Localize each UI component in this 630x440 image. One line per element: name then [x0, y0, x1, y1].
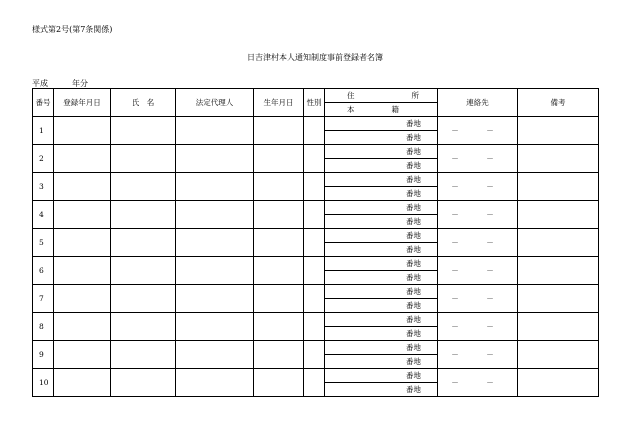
reg-date-cell — [54, 341, 111, 369]
address-cell: 番地 — [325, 369, 438, 383]
gender-cell — [304, 229, 325, 257]
legal-rep-cell — [176, 201, 254, 229]
gender-cell — [304, 369, 325, 397]
domicile-cell: 番地 — [325, 299, 438, 313]
address-cell: 番地 — [325, 117, 438, 131]
reg-date-cell — [54, 201, 111, 229]
gender-cell — [304, 285, 325, 313]
address-cell: 番地 — [325, 313, 438, 327]
header-address-b: 所 — [411, 91, 419, 100]
row-number: 6 — [33, 257, 54, 285]
contact-cell: － － — [438, 145, 518, 173]
table-row — [33, 341, 599, 355]
row-number: 2 — [33, 145, 54, 173]
birth-date-cell — [254, 145, 304, 173]
birth-date-cell — [254, 229, 304, 257]
contact-cell: － － — [438, 313, 518, 341]
document-title: 日吉津村本人通知制度事前登録者名簿 — [247, 53, 383, 62]
header-domicile-a: 本 — [347, 105, 355, 114]
row-number: 10 — [33, 369, 54, 397]
table-row — [33, 257, 599, 271]
address-cell: 番地 — [325, 145, 438, 159]
name-cell — [111, 257, 176, 285]
period-year-month: 年分 — [72, 79, 88, 88]
domicile-cell: 番地 — [325, 355, 438, 369]
birth-date-cell — [254, 173, 304, 201]
header-name: 氏 名 — [111, 89, 176, 117]
legal-rep-cell — [176, 117, 254, 145]
header-domicile — [325, 103, 438, 117]
domicile-cell: 番地 — [325, 187, 438, 201]
birth-date-cell — [254, 369, 304, 397]
header-address — [325, 89, 438, 103]
gender-cell — [304, 313, 325, 341]
header-number: 番号 — [33, 89, 54, 117]
legal-rep-cell — [176, 313, 254, 341]
row-number: 1 — [33, 117, 54, 145]
contact-cell: － － — [438, 229, 518, 257]
notes-cell — [518, 229, 599, 257]
period-era: 平成 — [32, 79, 48, 88]
reg-date-cell — [54, 173, 111, 201]
row-number: 8 — [33, 313, 54, 341]
table-row — [33, 369, 599, 383]
header-legal-rep: 法定代理人 — [176, 89, 254, 117]
table-row — [33, 145, 599, 159]
name-cell — [111, 341, 176, 369]
gender-cell — [304, 145, 325, 173]
header-gender: 性別 — [304, 89, 325, 117]
contact-cell: － － — [438, 257, 518, 285]
legal-rep-cell — [176, 341, 254, 369]
legal-rep-cell — [176, 145, 254, 173]
table-row — [33, 229, 599, 243]
header-contact: 連絡先 — [438, 89, 518, 117]
name-cell — [111, 229, 176, 257]
name-cell — [111, 313, 176, 341]
name-cell — [111, 201, 176, 229]
address-cell: 番地 — [325, 341, 438, 355]
notes-cell — [518, 285, 599, 313]
domicile-cell: 番地 — [325, 159, 438, 173]
notes-cell — [518, 117, 599, 145]
header-domicile-b: 籍 — [391, 105, 399, 114]
domicile-cell: 番地 — [325, 131, 438, 145]
birth-date-cell — [254, 257, 304, 285]
reg-date-cell — [54, 313, 111, 341]
address-cell: 番地 — [325, 173, 438, 187]
reg-date-cell — [54, 229, 111, 257]
table-row — [33, 173, 599, 187]
header-reg-date: 登録年月日 — [54, 89, 111, 117]
table-row — [33, 285, 599, 299]
gender-cell — [304, 117, 325, 145]
gender-cell — [304, 173, 325, 201]
domicile-cell: 番地 — [325, 271, 438, 285]
row-number: 3 — [33, 173, 54, 201]
legal-rep-cell — [176, 369, 254, 397]
name-cell — [111, 117, 176, 145]
gender-cell — [304, 341, 325, 369]
table-row — [33, 313, 599, 327]
contact-cell: － － — [438, 369, 518, 397]
domicile-cell: 番地 — [325, 243, 438, 257]
legal-rep-cell — [176, 285, 254, 313]
birth-date-cell — [254, 313, 304, 341]
reg-date-cell — [54, 257, 111, 285]
legal-rep-cell — [176, 257, 254, 285]
notes-cell — [518, 313, 599, 341]
address-cell: 番地 — [325, 285, 438, 299]
domicile-cell: 番地 — [325, 327, 438, 341]
address-cell: 番地 — [325, 201, 438, 215]
contact-cell: － － — [438, 341, 518, 369]
header-birth-date: 生年月日 — [254, 89, 304, 117]
birth-date-cell — [254, 285, 304, 313]
notes-cell — [518, 341, 599, 369]
address-cell: 番地 — [325, 257, 438, 271]
name-cell — [111, 285, 176, 313]
form-number: 様式第2号(第7条関係) — [32, 25, 113, 34]
reg-date-cell — [54, 285, 111, 313]
domicile-cell: 番地 — [325, 215, 438, 229]
reg-date-cell — [54, 145, 111, 173]
registry-table — [32, 88, 599, 397]
reg-date-cell — [54, 369, 111, 397]
header-address-a: 住 — [347, 91, 355, 100]
contact-cell: － － — [438, 173, 518, 201]
contact-cell: － － — [438, 285, 518, 313]
domicile-cell: 番地 — [325, 383, 438, 397]
address-cell: 番地 — [325, 229, 438, 243]
legal-rep-cell — [176, 173, 254, 201]
notes-cell — [518, 257, 599, 285]
gender-cell — [304, 201, 325, 229]
name-cell — [111, 173, 176, 201]
row-number: 5 — [33, 229, 54, 257]
name-cell — [111, 369, 176, 397]
legal-rep-cell — [176, 229, 254, 257]
header-notes: 備考 — [518, 89, 599, 117]
reg-date-cell — [54, 117, 111, 145]
row-number: 4 — [33, 201, 54, 229]
birth-date-cell — [254, 341, 304, 369]
table-row — [33, 117, 599, 131]
birth-date-cell — [254, 117, 304, 145]
notes-cell — [518, 173, 599, 201]
birth-date-cell — [254, 201, 304, 229]
notes-cell — [518, 145, 599, 173]
contact-cell: － － — [438, 117, 518, 145]
row-number: 9 — [33, 341, 54, 369]
contact-cell: － － — [438, 201, 518, 229]
notes-cell — [518, 201, 599, 229]
name-cell — [111, 145, 176, 173]
table-row — [33, 201, 599, 215]
row-number: 7 — [33, 285, 54, 313]
notes-cell — [518, 369, 599, 397]
gender-cell — [304, 257, 325, 285]
